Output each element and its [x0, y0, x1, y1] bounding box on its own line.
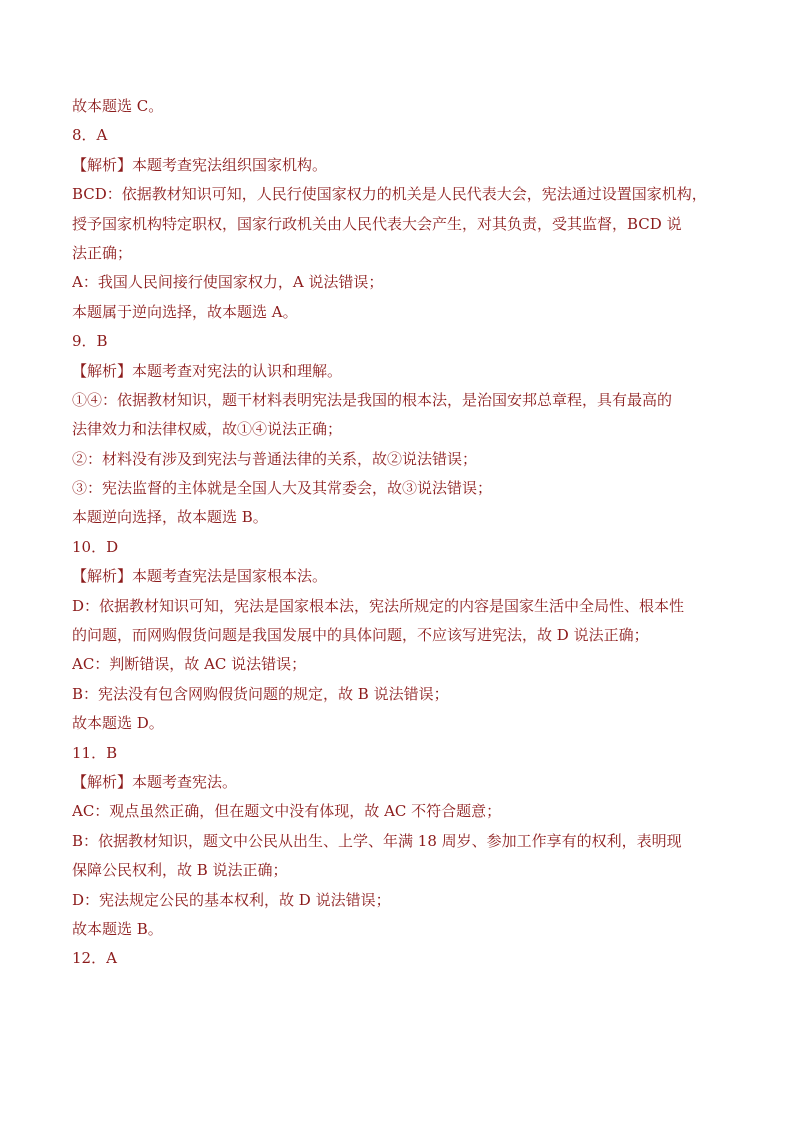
analysis-intro: 【解析】本题考查宪法组织国家机构。: [72, 155, 328, 174]
analysis-intro: 【解析】本题考查对宪法的认识和理解。: [72, 361, 343, 380]
text-line: B：宪法没有包含网购假货问题的规定，故 B 说法错误；: [72, 684, 449, 703]
text-line: 故本题选 D。: [72, 714, 164, 733]
answer-heading-10: 10．D: [72, 537, 119, 556]
text-line: BCD：依据教材知识可知，人民行使国家权力的机关是人民代表大会，宪法通过设置国家机构，: [72, 185, 707, 204]
text-line: 本题属于逆向选择，故本题选 A。: [72, 302, 298, 321]
text-line: A：我国人民间接行使国家权力，A 说法错误；: [72, 273, 384, 292]
text-line: D：依据教材知识可知，宪法是国家根本法，宪法所规定的内容是国家生活中全局性、根本性: [72, 596, 685, 615]
analysis-intro: 【解析】本题考查宪法。: [72, 772, 238, 791]
text-line: 本题逆向选择，故本题选 B。: [72, 508, 268, 527]
answer-analysis-text: [72, 92, 724, 974]
text-line: 故本题选 C。: [72, 97, 164, 115]
text-line: AC：观点虽然正确，但在题文中没有体现，故 AC 不符合题意；: [72, 802, 502, 821]
text-line: AC：判断错误，故 AC 说法错误；: [72, 655, 307, 674]
text-line: 法正确；: [72, 243, 133, 262]
analysis-intro: 【解析】本题考查宪法是国家根本法。: [72, 567, 328, 586]
text-line: D：宪法规定公民的基本权利，故 D 说法错误；: [72, 890, 391, 909]
answer-heading-12: 12．A: [72, 949, 117, 968]
answer-heading-9: 9．B: [72, 332, 108, 351]
text-line: 故本题选 B。: [72, 919, 163, 938]
text-line: 的问题，而网购假货问题是我国发展中的具体问题，不应该写进宪法，故 D 说法正确；: [72, 626, 649, 645]
text-line: 保障公民权利，故 B 说法正确；: [72, 861, 288, 880]
text-line: ③：宪法监督的主体就是全国人大及其常委会，故③说法错误；: [72, 479, 493, 498]
text-line: B：依据教材知识，题文中公民从出生、上学、年满 18 周岁、参加工作享有的权利，表明现: [72, 831, 682, 850]
answer-heading-8: 8．A: [72, 126, 108, 145]
text-line: 授予国家机构特定职权，国家行政机关由人民代表大会产生，对其负责，受其监督，BCD 说: [72, 214, 682, 233]
text-line: ②：材料没有涉及到宪法与普通法律的关系，故②说法错误；: [72, 449, 478, 468]
text-line: 法律效力和法律权威，故①④说法正确；: [72, 420, 343, 439]
text-line: ①④：依据教材知识，题干材料表明宪法是我国的根本法，是治国安邦总章程，具有最高的: [72, 390, 673, 409]
answer-heading-11: 11．B: [72, 743, 118, 762]
